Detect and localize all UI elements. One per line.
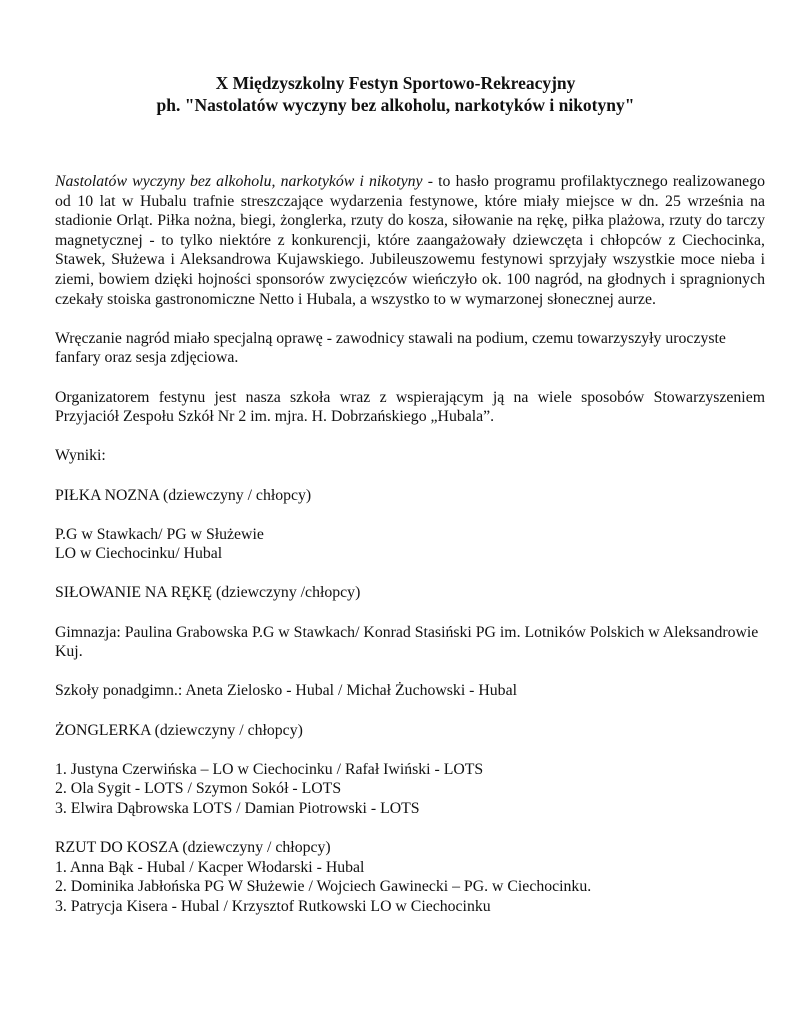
results-label: Wyniki: [55,447,106,465]
basketball-result-line: 2. Dominika Jabłońska PG W Służewie / Wojciech Gawinecki – PG. w Ciechocinku. [55,878,592,896]
awards-paragraph: Wręczanie nagród miało specjalną oprawę - zawodnicy stawali na podium, czemu towarzyszyły uroczyste fanfary oraz sesja zdjęciowa. [55,329,726,367]
football-result-line: P.G w Stawkach/ PG w Służewie [55,525,264,543]
juggling-result-line: 2. Ola Sygit - LOTS / Szymon Sokół - LOTS [55,780,342,798]
document-body [55,172,765,917]
organizer-paragraph: Organizatorem festynu jest nasza szkoła wraz z wspierającym ją na wiele sposobów Stowarzyszeniem Przyjaciół Zespołu Szkół Nr 2 im. mjra. H. Dobrzańskiego „Hubala”. [55,388,765,426]
armwrestling-heading: SIŁOWANIE NA RĘKĘ (dziewczyny /chłopcy) [55,584,361,602]
intro-text: - to hasło programu profilaktycznego realizowanego od 10 lat w Hubalu trafnie streszczające wydarzenia festynowe, które miały miejsce w dn. 25 września na stadionie Orląt. Piłka nożna, biegi, żonglerka, rzuty do kosza, siłowanie na rękę, piłka plażowa, rzuty do tarczy magnetycznej - to tylko niektóre z konkurencji, które zaangażowały dziewczęta i chłopców z Ciechocinka, Stawek, Służewa i Aleksandrowa Kujawskiego. Jubileuszowemu festynowi sprzyjały wszystkie moce nieba i ziemi, bowiem dzięki hojności sponsorów zwycięzców wieńczyło ok. 100 nagród, na głodnych i spragnionych czekały stoiska gastronomiczne Netto i Hubala, a wszystko to w wymarzonej słonecznej aurze. [55,173,765,308]
juggling-result-line: 1. Justyna Czerwińska – LO w Ciechocinku / Rafał Iwiński - LOTS [55,760,484,778]
basketball-heading: RZUT DO KOSZA (dziewczyny / chłopcy) [55,839,331,857]
football-heading: PIŁKA NOZNA (dziewczyny / chłopcy) [55,486,312,504]
basketball-result-line: 3. Patrycja Kisera - Hubal / Krzysztof Rutkowski LO w Ciechocinku [55,897,491,915]
intro-paragraph [55,172,765,309]
juggling-heading: ŻONGLERKA (dziewczyny / chłopcy) [55,721,303,739]
armwrestling-gimnazja: Gimnazja: Paulina Grabowska P.G w Stawkach/ Konrad Stasiński PG im. Lotników Polskich w Aleksandrowie Kuj. [55,623,759,661]
intro-slogan: Nastolatów wyczyny bez alkoholu, narkotyków i nikotyny [55,173,423,190]
football-result-line: LO w Ciechocinku/ Hubal [55,545,223,563]
document-subtitle: ph. "Nastolatów wyczyny bez alkoholu, narkotyków i nikotyny" [156,95,635,115]
basketball-result-line: 1. Anna Bąk - Hubal / Kacper Włodarski - Hubal [55,858,365,876]
armwrestling-ponadgimn: Szkoły ponadgimn.: Aneta Zielosko - Hubal / Michał Żuchowski - Hubal [55,682,517,700]
juggling-result-line: 3. Elwira Dąbrowska LOTS / Damian Piotrowski - LOTS [55,800,420,817]
document-title: X Międzyszkolny Festyn Sportowo-Rekreacyjny [215,73,576,93]
